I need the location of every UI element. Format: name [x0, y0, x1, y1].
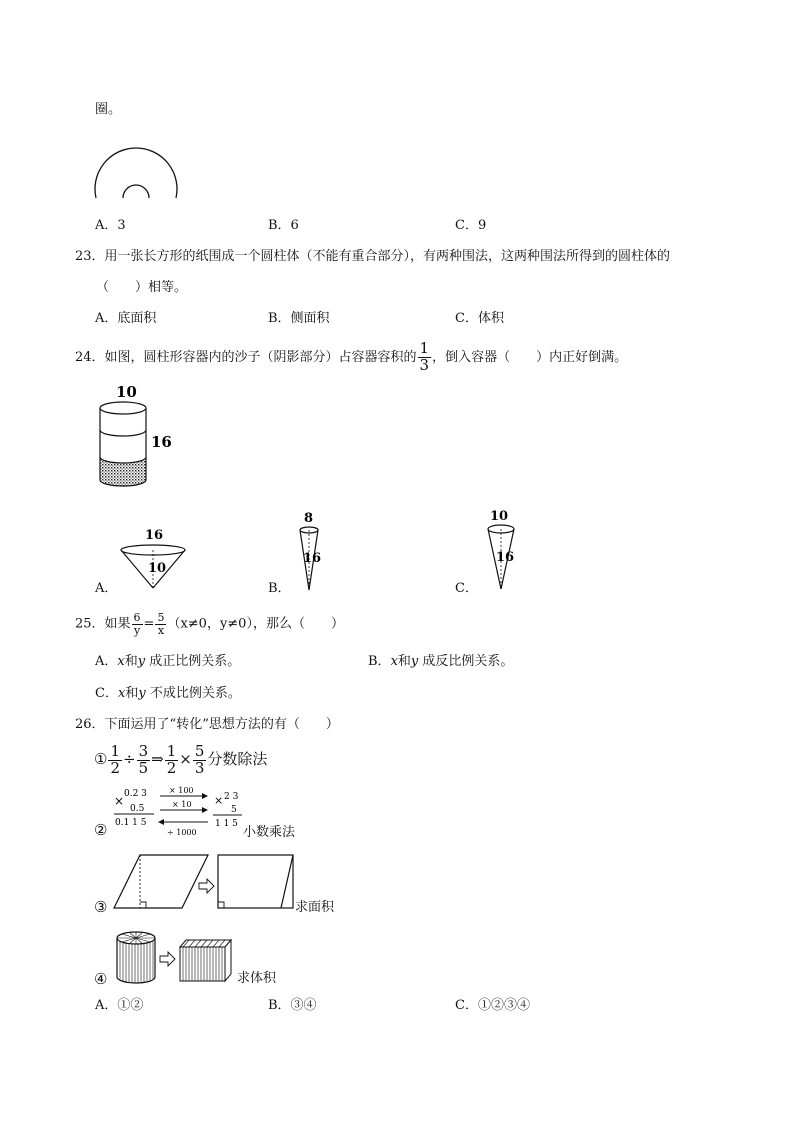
- q24-cone-b-top-label: 8: [304, 511, 314, 526]
- q24-option-c[interactable]: C．: [455, 581, 478, 596]
- q24-cylinder-top-label: 10: [116, 383, 137, 401]
- q24-cone-a-height-label: 10: [148, 561, 167, 576]
- q25-option-b-x: x: [390, 654, 398, 669]
- q26-option-a[interactable]: A．①②: [95, 998, 144, 1013]
- q25-fraction-left: [132, 612, 143, 636]
- q25-equals: =: [143, 616, 155, 632]
- q26-item-4-number: ④: [94, 970, 108, 988]
- q26-item-1-divide: ÷: [123, 750, 136, 768]
- q26-item-1-frac-d-d: 3: [194, 758, 205, 777]
- q25-option-c[interactable]: [95, 687, 241, 700]
- q24-cone-a: [115, 524, 195, 594]
- q24-fraction-denominator: 3: [419, 355, 430, 374]
- q26-item-1-frac-b: [137, 741, 151, 777]
- q25-condition: （x≠0，y≠0），那么（ ）: [167, 616, 344, 632]
- q26-item-2-arrow-label-2: × 10: [172, 800, 192, 809]
- q26-item-4-arrow-icon: [160, 952, 175, 966]
- q26-item-2-arrow-label-3: ÷ 1000: [167, 828, 197, 837]
- q25-prefix: 25．如果: [75, 616, 131, 632]
- q26-item-1-label: 分数除法: [207, 750, 268, 768]
- q26-item-4-label: 求体积: [237, 971, 277, 986]
- q25-option-b-label: B．: [368, 654, 391, 669]
- q25-option-a-and: 和: [124, 654, 138, 669]
- q26-stem: 26．下面运用了“转化”思想方法的有（ ）: [75, 717, 339, 732]
- q26-item-1-frac-b-d: 5: [138, 758, 149, 777]
- q25-option-b-y: y: [410, 654, 419, 669]
- q25-option-b-text: 成反比例关系。: [422, 654, 514, 669]
- q26-item-1-frac-c-n: 1: [166, 741, 177, 760]
- q22-option-c[interactable]: C．9: [455, 218, 487, 233]
- q26-item-1-frac-b-n: 3: [138, 741, 149, 760]
- q26-item-1-frac-a: [108, 741, 122, 777]
- q25-stem: [75, 612, 344, 636]
- q25-option-c-and: 和: [125, 686, 139, 701]
- q26-item-4-cylinder-figure: [112, 925, 240, 990]
- q24-cone-c-height-label: 16: [496, 550, 515, 565]
- q25-f1-denominator: y: [133, 623, 141, 637]
- q26-item-3-parallelogram-figure: [112, 852, 300, 912]
- q26-item-2-result-factor-1: 2 3: [224, 792, 239, 802]
- q26-item-2-decimal-figure: [112, 784, 252, 842]
- q24-fraction: [418, 341, 432, 374]
- q24-cylinder-height-label: 16: [151, 433, 172, 451]
- q24-cone-c: [476, 505, 526, 597]
- q24-option-a[interactable]: A．: [95, 581, 118, 596]
- q24-stem-a: 24．如图，圆柱形容器内的沙子（阴影部分）占容器容积的: [75, 349, 417, 365]
- q24-cone-c-top-label: 10: [490, 509, 509, 524]
- q22-tail: 圈。: [95, 102, 122, 117]
- q23-stem-line2: （ ）相等。: [96, 280, 188, 295]
- q22-option-a[interactable]: A．3: [95, 218, 126, 233]
- q25-option-a-label: A．: [95, 654, 118, 669]
- q25-option-a-y: y: [137, 654, 146, 669]
- q24-cone-b-height-label: 16: [303, 551, 322, 566]
- q26-item-1-frac-a-d: 2: [110, 758, 120, 777]
- q25-f2-denominator: x: [157, 623, 165, 637]
- q26-item-2-label: 小数乘法: [243, 825, 296, 840]
- q25-f1-numerator: 6: [133, 611, 141, 624]
- q26-item-2-number: ②: [94, 821, 108, 839]
- q25-option-b[interactable]: [368, 655, 513, 668]
- q25-option-a[interactable]: [95, 655, 240, 668]
- q26-item-1-frac-a-n: 1: [110, 741, 120, 760]
- q26-item-2-product: 0.1 1 5: [115, 818, 147, 828]
- q24-fraction-numerator: 1: [419, 339, 430, 357]
- q24-stem-b: ，倒入容器（ ）内正好倒满。: [432, 349, 628, 365]
- q26-item-3-label: 求面积: [295, 900, 335, 915]
- q24-option-b[interactable]: B．: [268, 581, 291, 596]
- q25-option-c-y: y: [138, 686, 146, 701]
- q23-option-c[interactable]: C．体积: [455, 311, 504, 326]
- q26-item-1-frac-c: [165, 741, 179, 777]
- q26-item-2-factor-2: 0.5: [130, 804, 145, 814]
- q26-item-2-arrow-label-1: × 100: [169, 786, 194, 795]
- q26-item-3-number: ③: [94, 898, 108, 916]
- q25-option-c-text: 不成比例关系。: [149, 686, 241, 701]
- q26-item-1-frac-c-d: 2: [166, 758, 177, 777]
- q26-item-3-arrow-icon: [199, 879, 214, 893]
- q26-item-1-times: ×: [179, 750, 192, 768]
- q22-option-b[interactable]: B．6: [268, 218, 299, 233]
- q23-option-b[interactable]: B．侧面积: [268, 311, 330, 326]
- q24-stem: [75, 341, 627, 374]
- q23-option-a[interactable]: A．底面积: [95, 311, 157, 326]
- q26-option-b[interactable]: B．③④: [268, 998, 317, 1013]
- q26-item-2-times-sign: ×: [114, 794, 125, 808]
- q25-option-c-x: x: [117, 686, 126, 701]
- q26-item-1-frac-d: [193, 741, 207, 777]
- q22-ring-figure: [90, 128, 185, 203]
- q26-item-1-number: ①: [94, 750, 108, 768]
- q26-item-1: [94, 743, 267, 775]
- q26-item-2-result-product: 1 1 5: [215, 819, 238, 829]
- q26-item-1-implies: ⇒: [151, 750, 164, 768]
- q26-item-1-frac-d-n: 5: [194, 741, 205, 760]
- q26-option-c[interactable]: C．①②③④: [455, 998, 530, 1013]
- q26-item-2-times-sign-2: ×: [214, 794, 224, 807]
- q26-item-2-factor-1: 0.2 3: [124, 789, 147, 799]
- q25-option-b-and: 和: [397, 654, 411, 669]
- q25-option-c-label: C．: [95, 686, 118, 701]
- q23-stem-line1: 23．用一张长方形的纸围成一个圆柱体（不能有重合部分），有两种围法，这两种围法所得到的圆柱体的: [75, 249, 671, 264]
- q26-item-2-result-factor-2: 5: [231, 805, 237, 815]
- q24-cone-b: [292, 508, 332, 596]
- q24-cone-a-top-label: 16: [145, 528, 164, 543]
- q24-cylinder-figure: [90, 380, 180, 495]
- q25-option-a-text: 成正比例关系。: [149, 654, 241, 669]
- q25-fraction-right: [155, 612, 166, 636]
- q25-f2-numerator: 5: [157, 611, 165, 624]
- q25-option-a-x: x: [117, 654, 125, 669]
